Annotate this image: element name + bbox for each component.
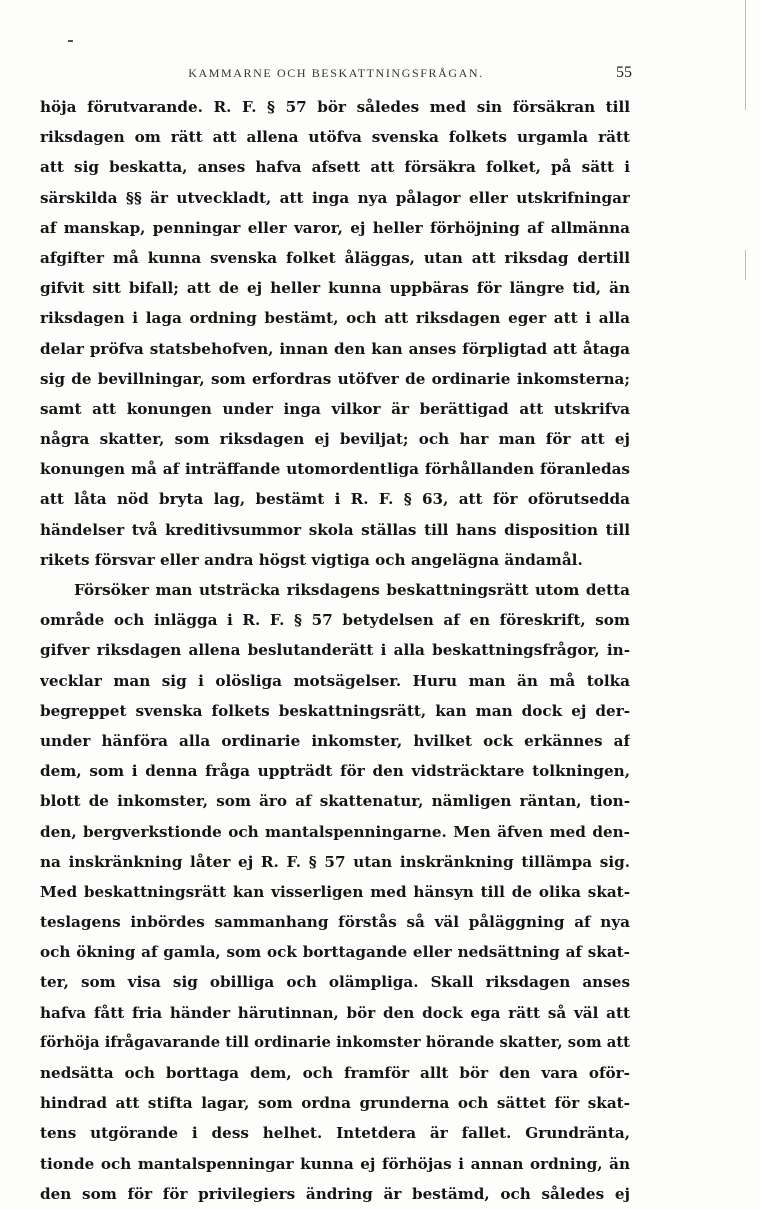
text-line: gifvit sitt bifall; att de ej heller kunna uppbäras för längre tid, än: [40, 279, 630, 298]
text-line: hindrad att stifta lagar, som ordna grunderna och sättet för skat-: [40, 1094, 630, 1113]
page-number: 55: [616, 64, 632, 81]
text-line: na inskränkning låter ej R. F. § 57 utan inskränkning tillämpa sig.: [40, 852, 630, 871]
text-line: att låta nöd bryta lag, bestämt i R. F. § 63, att för oförutsedda: [40, 490, 630, 509]
text-line: begreppet svenska folkets beskattningsrätt, kan man dock ej der-: [40, 701, 630, 720]
text-line: ter, som visa sig obilliga och olämpliga. Skall riksdagen anses: [40, 973, 630, 992]
text-line: konungen må af inträffande utomordentliga förhållanden föranledas: [40, 460, 630, 479]
text-line: delar pröfva statsbehofven, innan den kan anses förpligtad att åtaga: [40, 339, 630, 358]
body-text: [40, 92, 630, 1209]
text-line: och ökning af gamla, som ock borttagande eller nedsättning af skat-: [40, 943, 630, 962]
text-line: den som för för privilegiers ändring är bestämd, och således ej: [40, 1184, 630, 1203]
margin-rule: [745, 250, 746, 280]
text-line: under hänföra alla ordinarie inkomster, hvilket ock erkännes af: [40, 731, 630, 750]
text-line: område och inlägga i R. F. § 57 betydelsen af en föreskrift, som: [40, 611, 630, 630]
text-line: förhöja ifrågavarande till ordinarie inkomster hörande skatter, som att: [40, 1033, 630, 1051]
text-line: riksdagen i laga ordning bestämt, och att riksdagen eger att i alla: [40, 309, 630, 328]
text-line: tens utgörande i dess helhet. Intetdera är fallet. Grundränta,: [40, 1124, 630, 1143]
text-line: riksdagen om rätt att allena utöfva svenska folkets urgamla rätt: [40, 128, 630, 147]
text-line: blott de inkomster, som äro af skattenatur, nämligen räntan, tion-: [40, 792, 630, 811]
text-line: sig de bevillningar, som erfordras utöfver de ordinarie inkomsterna;: [40, 369, 630, 388]
page-header: [40, 66, 632, 88]
text-line: hafva fått fria händer härutinnan, bör den dock ega rätt så väl att: [40, 1003, 630, 1022]
text-line: tionde och mantalspenningar kunna ej förhöjas i annan ordning, än: [40, 1154, 630, 1173]
text-line: höja förutvarande. R. F. § 57 bör således med sin försäkran till: [40, 98, 630, 116]
text-line: dem, som i denna fråga uppträdt för den vidsträcktare tolkningen,: [40, 762, 630, 781]
text-line: särskilda §§ är utveckladt, att inga nya pålagor eller utskrifningar: [40, 188, 630, 207]
text-line: Försöker man utsträcka riksdagens beskattningsrätt utom detta: [74, 581, 630, 599]
text-line: rikets försvar eller andra högst vigtiga och angelägna ändamål.: [40, 550, 583, 569]
text-line: af manskap, penningar eller varor, ej heller förhöjning af allmänna: [40, 218, 630, 237]
margin-rule: [745, 0, 746, 110]
text-line: samt att konungen under inga vilkor är berättigad att utskrifva: [40, 399, 630, 418]
text-line: teslagens inbördes sammanhang förstås så väl påläggning af nya: [40, 913, 630, 932]
text-line: gifver riksdagen allena beslutanderätt i alla beskattningsfrågor, in-: [40, 641, 630, 660]
print-mark: [68, 40, 73, 42]
text-line: att sig beskatta, anses hafva afsett att försäkra folket, på sätt i: [40, 158, 630, 177]
running-title: KAMMARNE OCH BESKATTNINGSFRÅGAN.: [188, 66, 484, 80]
text-line: vecklar man sig i olösliga motsägelser. Huru man än må tolka: [40, 671, 630, 690]
text-line: nedsätta och borttaga dem, och framför allt bör den vara oför-: [40, 1064, 630, 1082]
text-line: den, bergverkstionde och mantalspenningarne. Men äfven med den-: [40, 822, 630, 841]
text-line: några skatter, som riksdagen ej beviljat; och har man för att ej: [40, 430, 630, 449]
text-line: händelser två kreditivsummor skola ställas till hans disposition till: [40, 520, 630, 539]
text-line: Med beskattningsrätt kan visserligen med hänsyn till de olika skat-: [40, 882, 630, 901]
text-line: afgifter må kunna svenska folket åläggas, utan att riksdag dertill: [40, 248, 630, 267]
